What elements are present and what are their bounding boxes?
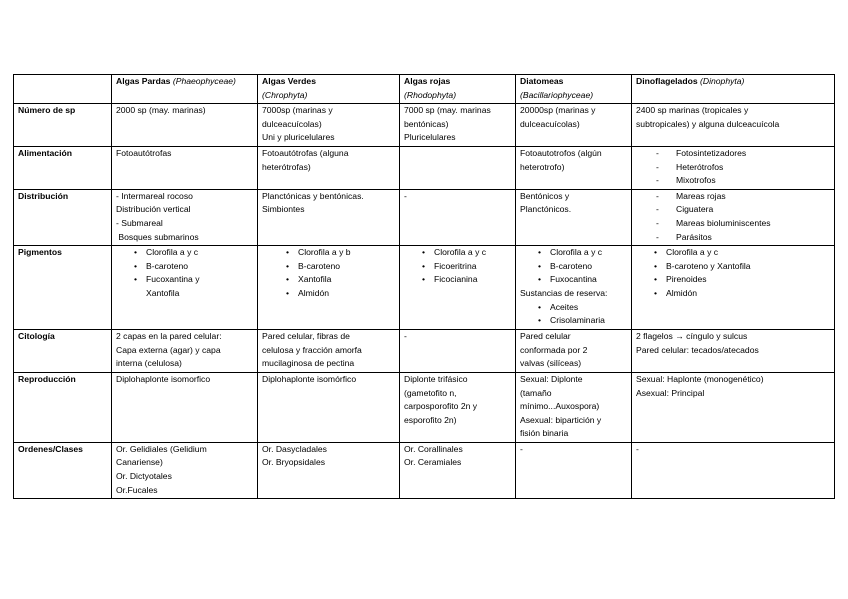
list-item: • Ficoeritrina: [404, 260, 511, 274]
cell-line: interna (celulosa): [116, 358, 182, 369]
list-item: - Ciguatera: [636, 203, 830, 217]
cell-line: 2 flagelos → cíngulo y sulcus: [636, 331, 748, 342]
cell-line: subtropicales) y alguna dulceacuícola: [636, 118, 780, 129]
list-item: - Fotosintetizadores: [636, 147, 830, 161]
table-row-citologia: [14, 330, 835, 373]
cell-line: Uni y pluricelulares: [262, 132, 335, 143]
cell-line: Planctónicas y bentónicas.: [262, 190, 364, 201]
cell-line: Or. Gelidiales (Gelidium: [116, 443, 207, 454]
cell-line: Pared celular: [520, 331, 571, 342]
cell-line: 20000sp (marinas y: [520, 105, 596, 116]
list-item: • Clorofila a y c: [116, 246, 253, 260]
cell-verdes: [258, 372, 400, 442]
cell-line: Bosques submarinos: [116, 231, 199, 242]
cell-verdes: [258, 146, 400, 189]
header-taxon: (Rhodophyta): [404, 89, 457, 100]
cell-line: Fotoautótrofas (alguna: [262, 147, 349, 158]
list-item: • Aceites: [520, 301, 627, 315]
cell-verdes: [258, 104, 400, 147]
cell-line: Canariense): [116, 457, 163, 468]
table-row-numero-sp: [14, 104, 835, 147]
cell-verdes: [258, 189, 400, 245]
cell-line: Or. Dasycladales: [262, 443, 327, 454]
header-dinoflagelados: [632, 75, 835, 104]
cell-line: Simbiontes: [262, 204, 305, 215]
header-taxon: (Dinophyta): [700, 76, 745, 86]
dash-list: [636, 190, 830, 244]
header-name: Algas rojas: [404, 76, 451, 86]
cell-diatomeas: [516, 372, 632, 442]
cell-line: - Intermareal rocoso: [116, 190, 193, 201]
cell-line: esporofito 2n): [404, 414, 457, 425]
cell-line: 2400 sp marinas (tropicales y: [636, 105, 749, 116]
cell-line: -: [636, 443, 639, 454]
row-label: Pigmentos: [14, 246, 112, 330]
list-item: • B-caroteno: [520, 260, 627, 274]
cell-line: Capa externa (agar) y capa: [116, 344, 221, 355]
cell-line: Fotoautotrofos (algún: [520, 147, 602, 158]
cell-pardas: [112, 146, 258, 189]
cell-line: Planctónicos.: [520, 204, 572, 215]
list-item: - Mareas rojas: [636, 190, 830, 204]
cell-dinoflagelados: [632, 146, 835, 189]
cell-line: Or. Ceramiales: [404, 457, 462, 468]
list-item: - Heterótrofos: [636, 161, 830, 175]
row-label: Reproducción: [14, 372, 112, 442]
reserve-substances-label: Sustancias de reserva:: [520, 287, 608, 298]
list-item: • Almidón: [636, 287, 830, 301]
row-label: Citología: [14, 330, 112, 373]
cell-line: - Submareal: [116, 217, 163, 228]
header-name: Dinoflagelados: [636, 76, 698, 86]
cell-rojas: [400, 246, 516, 330]
list-item: • Clorofila a y c: [636, 246, 830, 260]
cell-line: Bentónicos y: [520, 190, 570, 201]
cell-pardas: [112, 372, 258, 442]
cell-pardas: [112, 442, 258, 498]
header-empty-cell: [14, 75, 112, 104]
header-name: Algas Verdes: [262, 76, 316, 86]
header-diatomeas: [516, 75, 632, 104]
cell-pardas: [112, 246, 258, 330]
cell-line: (gametofito n,: [404, 387, 457, 398]
header-algas-pardas: [112, 75, 258, 104]
cell-line: mínimo...Auxospora): [520, 401, 600, 412]
cell-diatomeas: [516, 330, 632, 373]
cell-diatomeas: [516, 146, 632, 189]
cell-diatomeas: [516, 189, 632, 245]
list-item: - Mareas bioluminiscentes: [636, 217, 830, 231]
list-item: • Ficocianina: [404, 273, 511, 287]
cell-pardas: [112, 330, 258, 373]
cell-dinoflagelados: [632, 372, 835, 442]
cell-rojas: [400, 442, 516, 498]
row-label: Número de sp: [14, 104, 112, 147]
cell-rojas: [400, 372, 516, 442]
cell-line: -: [404, 331, 407, 342]
cell-line: Diplohaplonte isomorfico: [116, 373, 211, 384]
cell-line: fisión binaria: [520, 428, 569, 439]
cell-line: 7000sp (marinas y: [262, 105, 333, 116]
row-label: Distribución: [14, 189, 112, 245]
list-item: • B-caroteno: [262, 260, 395, 274]
header-taxon: (Bacillariophyceae): [520, 89, 594, 100]
cell-rojas: [400, 146, 516, 189]
list-item: • Fucoxantina y: [116, 273, 253, 287]
cell-verdes: [258, 442, 400, 498]
cell-line: 2000 sp (may. marinas): [116, 105, 206, 116]
bullet-list: [116, 246, 253, 287]
header-name: Algas Pardas: [116, 76, 171, 86]
cell-line: conformada por 2: [520, 344, 588, 355]
cell-dinoflagelados: [632, 189, 835, 245]
list-item: • Crisolaminaria: [520, 314, 627, 328]
cell-verdes: [258, 330, 400, 373]
cell-line: Asexual: Principal: [636, 387, 705, 398]
table-row-alimentacion: [14, 146, 835, 189]
cell-line: 2 capas en la pared celular:: [116, 331, 222, 342]
list-item: - Parásitos: [636, 231, 830, 245]
cell-line: carposporofito 2n y: [404, 401, 478, 412]
table-row-reproduccion: [14, 372, 835, 442]
bullet-list: [520, 246, 627, 287]
cell-line: Diplohaplonte isomórfico: [262, 373, 357, 384]
bullet-list: [636, 246, 830, 300]
dash-list: [636, 147, 830, 188]
header-name: Diatomeas: [520, 76, 564, 86]
cell-line: -: [404, 190, 407, 201]
cell-line: heterótrofas): [262, 161, 311, 172]
cell-line: bentónicas): [404, 118, 449, 129]
cell-line: Xantofila: [146, 287, 180, 298]
table-header-row: [14, 75, 835, 104]
table-row-ordenes-clases: [14, 442, 835, 498]
cell-rojas: [400, 330, 516, 373]
cell-pardas: [112, 189, 258, 245]
cell-verdes: [258, 246, 400, 330]
row-label: Alimentación: [14, 146, 112, 189]
list-item: • Fuxocantina: [520, 273, 627, 287]
cell-line: Fotoautótrofas: [116, 147, 172, 158]
cell-line: (tamaño: [520, 387, 552, 398]
cell-dinoflagelados: [632, 442, 835, 498]
list-item: • Xantofila: [262, 273, 395, 287]
list-item: • Clorofila a y b: [262, 246, 395, 260]
cell-line: 7000 sp (may. marinas: [404, 105, 491, 116]
cell-line: celulosa y fracción amorfa: [262, 344, 362, 355]
cell-line: dulceacuícolas): [262, 118, 322, 129]
cell-line: dulceacuícolas): [520, 118, 580, 129]
table-row-distribucion: [14, 189, 835, 245]
row-label: Ordenes/Clases: [14, 442, 112, 498]
cell-line: Pluricelulares: [404, 132, 456, 143]
list-item: • Pirenoides: [636, 273, 830, 287]
cell-rojas: [400, 189, 516, 245]
header-algas-rojas: [400, 75, 516, 104]
cell-line: Sexual: Diplonte: [520, 373, 583, 384]
cell-line: Asexual: bipartición y: [520, 414, 602, 425]
cell-dinoflagelados: [632, 104, 835, 147]
cell-line: Or. Bryopsidales: [262, 457, 326, 468]
list-item: • Clorofila a y c: [520, 246, 627, 260]
cell-dinoflagelados: [632, 246, 835, 330]
header-taxon: (Phaeophyceae): [172, 76, 236, 86]
cell-diatomeas: [516, 442, 632, 498]
list-item: • B-caroteno y Xantofila: [636, 260, 830, 274]
cell-line: Distribución vertical: [116, 204, 191, 215]
header-algas-verdes: [258, 75, 400, 104]
cell-line: Sexual: Haplonte (monogenético): [636, 373, 764, 384]
cell-dinoflagelados: [632, 330, 835, 373]
cell-line: Or. Corallinales: [404, 443, 463, 454]
cell-line: heterotrofo): [520, 161, 565, 172]
cell-rojas: [400, 104, 516, 147]
cell-line: Or. Dictyotales: [116, 471, 172, 482]
cell-line: valvas (silíceas): [520, 358, 582, 369]
table-row-pigmentos: [14, 246, 835, 330]
algae-comparison-table: [13, 74, 835, 499]
list-item: • Almidón: [262, 287, 395, 301]
list-item: • B-caroteno: [116, 260, 253, 274]
cell-line: Diplonte trifásico: [404, 373, 468, 384]
cell-line: mucilaginosa de pectina: [262, 358, 355, 369]
cell-pardas: [112, 104, 258, 147]
list-item: • Clorofila a y c: [404, 246, 511, 260]
bullet-list: [520, 301, 627, 328]
cell-line: Pared celular, fibras de: [262, 331, 350, 342]
cell-line: Pared celular: tecados/atecados: [636, 344, 759, 355]
cell-line: -: [520, 443, 523, 454]
bullet-list: [404, 246, 511, 287]
list-item: - Mixotrofos: [636, 174, 830, 188]
cell-line: Or.Fucales: [116, 484, 158, 495]
cell-diatomeas: [516, 246, 632, 330]
header-taxon: (Chrophyta): [262, 89, 308, 100]
bullet-list: [262, 246, 395, 300]
cell-diatomeas: [516, 104, 632, 147]
